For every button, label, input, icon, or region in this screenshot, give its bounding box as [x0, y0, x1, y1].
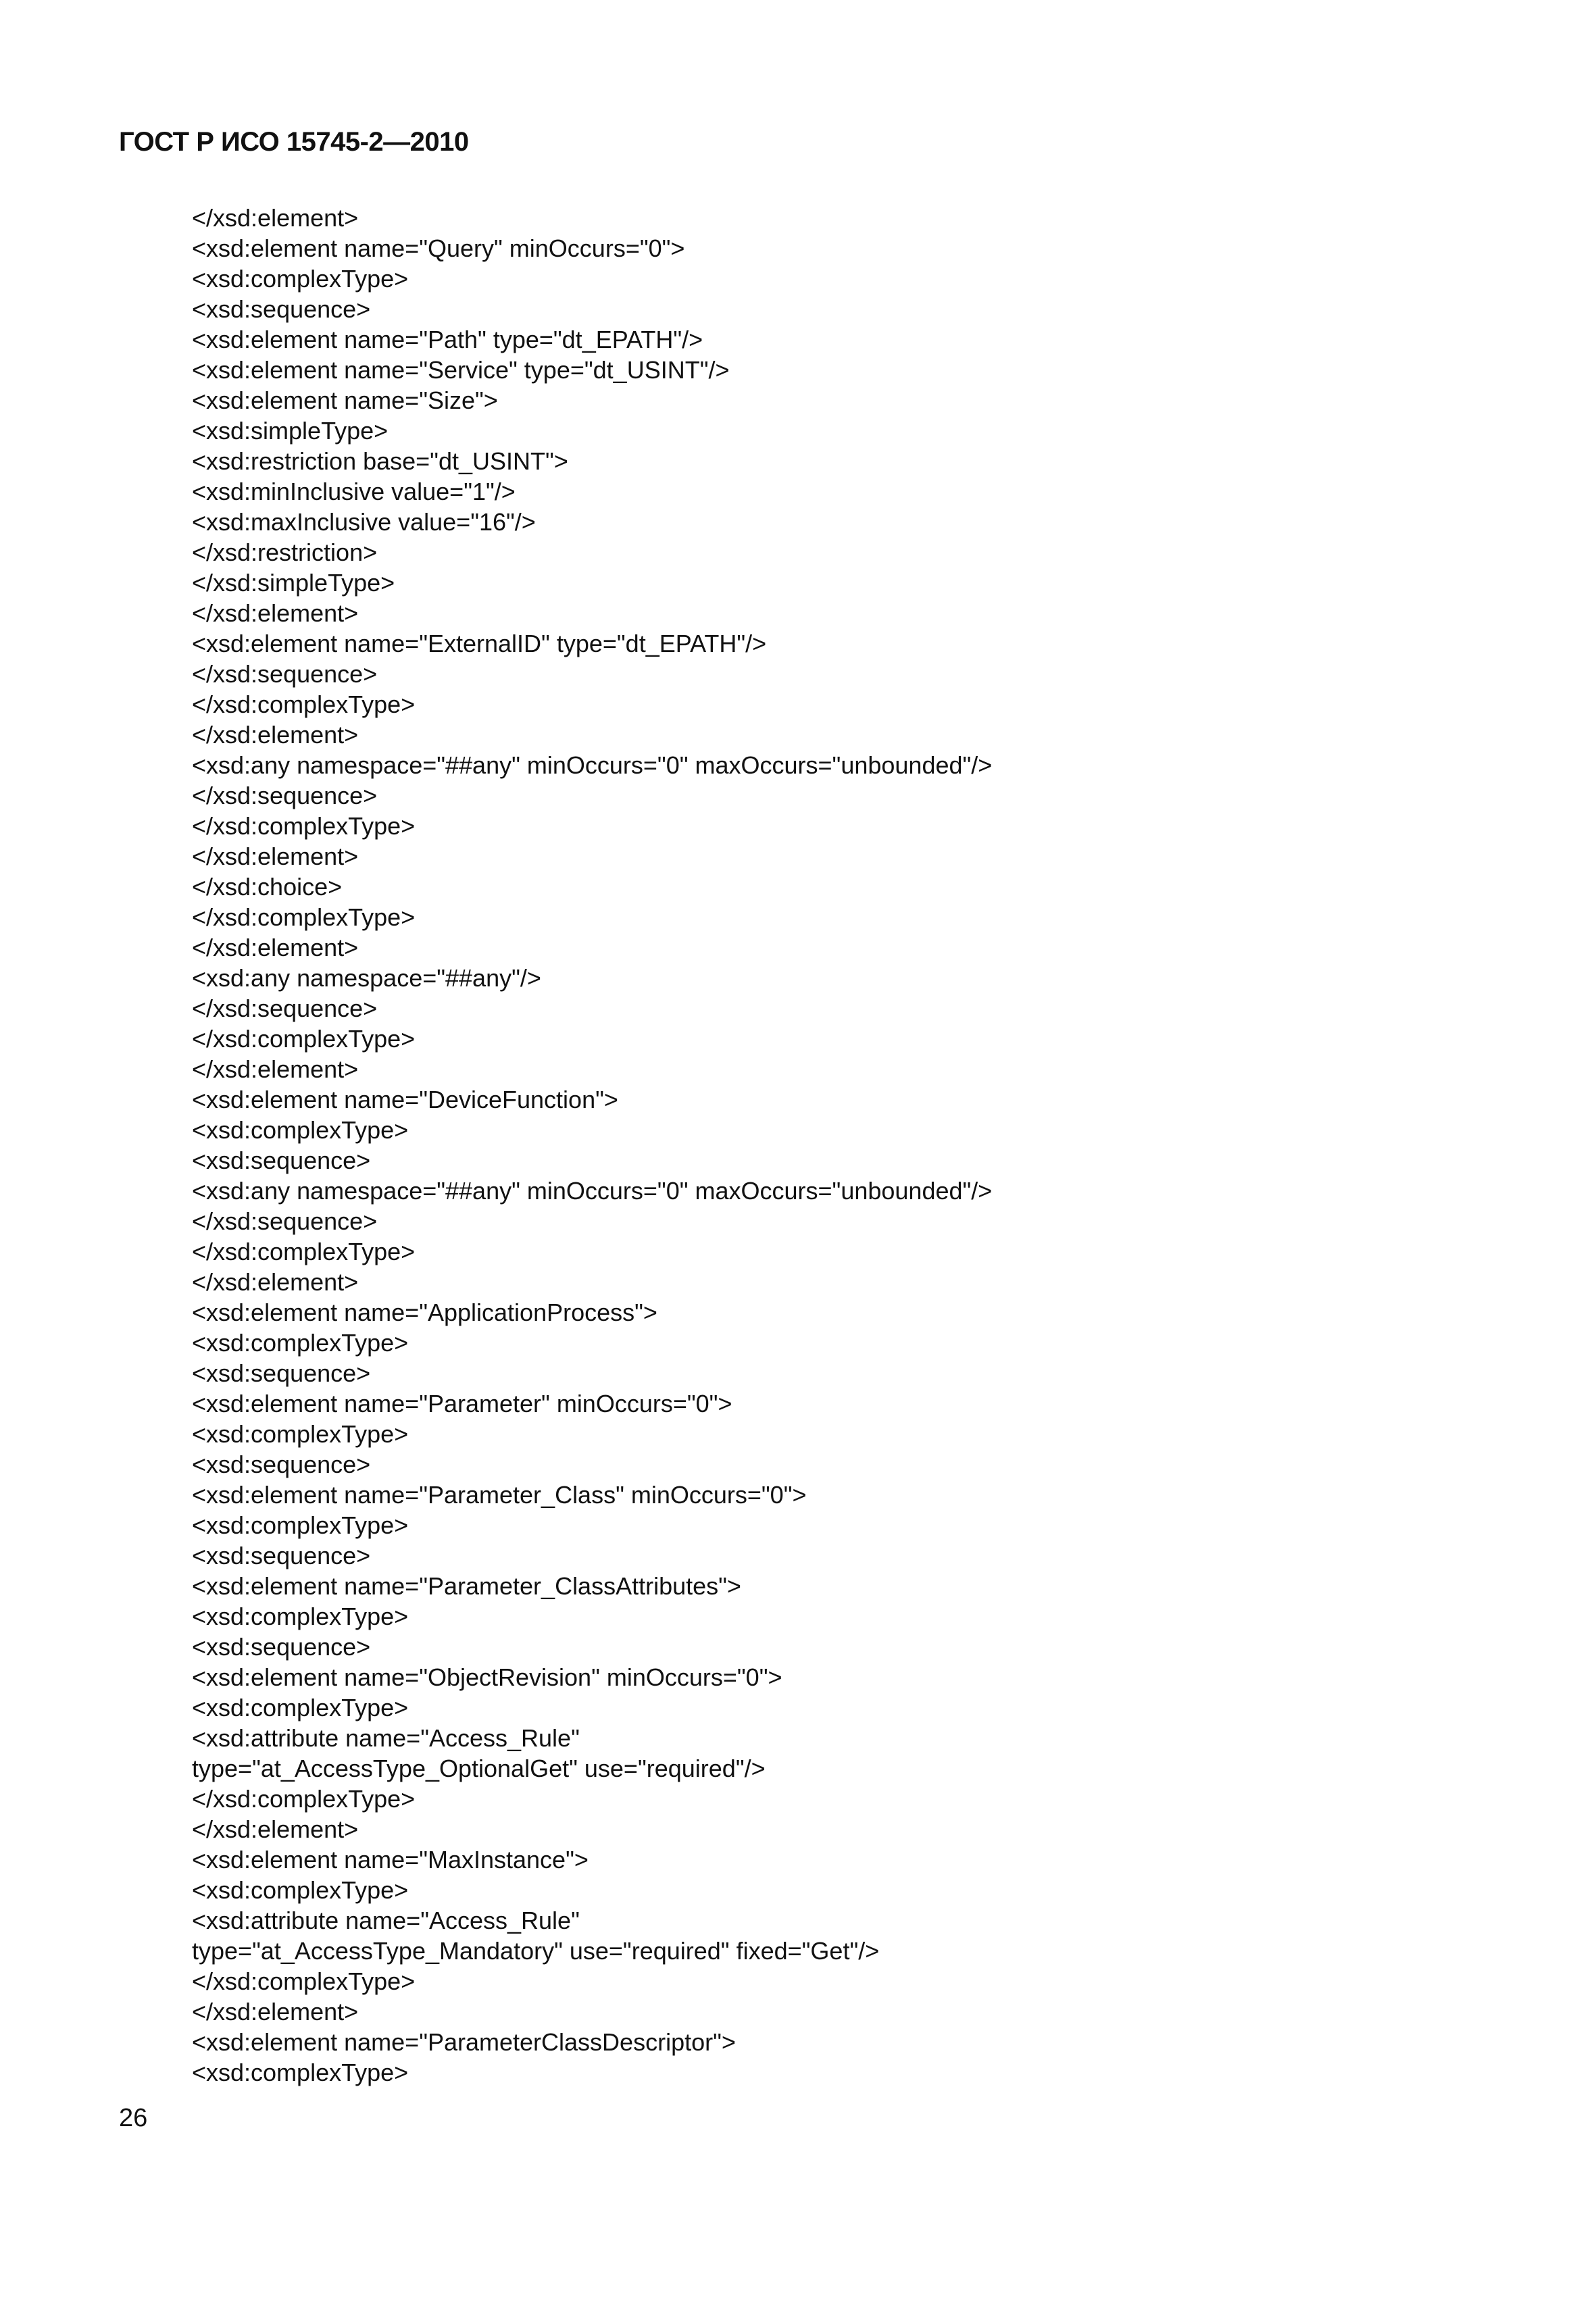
code-line: <xsd:element name="Query" minOccurs="0">	[192, 234, 685, 262]
code-line: <xsd:complexType>	[192, 2059, 409, 2086]
code-line: <xsd:element name="ApplicationProcess">	[192, 1299, 657, 1326]
code-line: </xsd:sequence>	[192, 660, 378, 688]
code-line: </xsd:element>	[192, 934, 359, 961]
code-line: <xsd:element name="Parameter" minOccurs="0">	[192, 1390, 732, 1417]
code-line: </xsd:element>	[192, 204, 359, 232]
code-line: <xsd:complexType>	[192, 1116, 409, 1144]
code-line: </xsd:complexType>	[192, 903, 416, 931]
code-line: <xsd:any namespace="##any"/>	[192, 964, 541, 992]
code-line: </xsd:choice>	[192, 873, 343, 901]
code-line: <xsd:element name="ObjectRevision" minOccurs="0">	[192, 1663, 782, 1691]
code-line: <xsd:sequence>	[192, 295, 371, 323]
code-line: <xsd:element name="DeviceFunction">	[192, 1086, 618, 1113]
code-line: <xsd:attribute name="Access_Rule"	[192, 1907, 580, 1934]
code-line: </xsd:sequence>	[192, 1207, 378, 1235]
code-line: <xsd:element name="Size">	[192, 386, 498, 414]
code-line: <xsd:complexType>	[192, 1329, 409, 1357]
code-line: </xsd:element>	[192, 1815, 359, 1843]
code-line: <xsd:element name="Service" type="dt_USINT"/>	[192, 356, 730, 384]
code-line: </xsd:element>	[192, 842, 359, 870]
code-line: <xsd:complexType>	[192, 1603, 409, 1630]
code-line: </xsd:complexType>	[192, 1025, 416, 1053]
code-line: <xsd:element name="Parameter_Class" minOccurs="0">	[192, 1481, 807, 1509]
code-line: <xsd:simpleType>	[192, 417, 389, 445]
code-line: <xsd:attribute name="Access_Rule"	[192, 1724, 580, 1752]
code-line: </xsd:complexType>	[192, 812, 416, 840]
code-line: <xsd:complexType>	[192, 1420, 409, 1448]
code-line: </xsd:complexType>	[192, 1785, 416, 1813]
code-line: <xsd:element name="ExternalID" type="dt_EPATH"/>	[192, 630, 767, 657]
code-line: </xsd:element>	[192, 1998, 359, 2026]
code-line: </xsd:restriction>	[192, 538, 378, 566]
code-line: </xsd:simpleType>	[192, 569, 395, 597]
code-line: <xsd:maxInclusive value="16"/>	[192, 508, 536, 536]
code-line: type="at_AccessType_OptionalGet" use="required"/>	[192, 1755, 766, 1782]
code-line: <xsd:sequence>	[192, 1359, 371, 1387]
xsd-code-listing	[192, 203, 1543, 2088]
code-line: </xsd:element>	[192, 1055, 359, 1083]
code-line: <xsd:restriction base="dt_USINT">	[192, 447, 568, 475]
code-line: </xsd:sequence>	[192, 995, 378, 1022]
code-line: <xsd:sequence>	[192, 1147, 371, 1174]
code-line: <xsd:element name="Path" type="dt_EPATH"/>	[192, 326, 703, 353]
code-line: </xsd:element>	[192, 599, 359, 627]
code-line: <xsd:complexType>	[192, 1694, 409, 1721]
code-line: <xsd:complexType>	[192, 1511, 409, 1539]
code-line: <xsd:any namespace="##any" minOccurs="0" maxOccurs="unbounded"/>	[192, 1177, 993, 1205]
code-line: </xsd:element>	[192, 721, 359, 749]
code-line: </xsd:complexType>	[192, 1967, 416, 1995]
code-line: </xsd:sequence>	[192, 782, 378, 809]
code-line: </xsd:element>	[192, 1268, 359, 1296]
code-line: <xsd:sequence>	[192, 1542, 371, 1569]
page-number: 26	[119, 2104, 148, 2132]
code-line: <xsd:sequence>	[192, 1633, 371, 1661]
code-line: <xsd:sequence>	[192, 1451, 371, 1478]
code-line: <xsd:any namespace="##any" minOccurs="0" maxOccurs="unbounded"/>	[192, 751, 993, 779]
code-line: <xsd:complexType>	[192, 265, 409, 293]
code-line: <xsd:element name="MaxInstance">	[192, 1846, 589, 1873]
code-line: <xsd:element name="Parameter_ClassAttributes">	[192, 1572, 741, 1600]
code-line: <xsd:complexType>	[192, 1876, 409, 1904]
code-line: type="at_AccessType_Mandatory" use="required" fixed="Get"/>	[192, 1937, 880, 1965]
document-header: ГОСТ Р ИСО 15745-2—2010	[119, 127, 469, 157]
code-line: </xsd:complexType>	[192, 1238, 416, 1265]
code-line: <xsd:element name="ParameterClassDescriptor">	[192, 2028, 736, 2056]
code-line: </xsd:complexType>	[192, 690, 416, 718]
code-line: <xsd:minInclusive value="1"/>	[192, 478, 516, 505]
